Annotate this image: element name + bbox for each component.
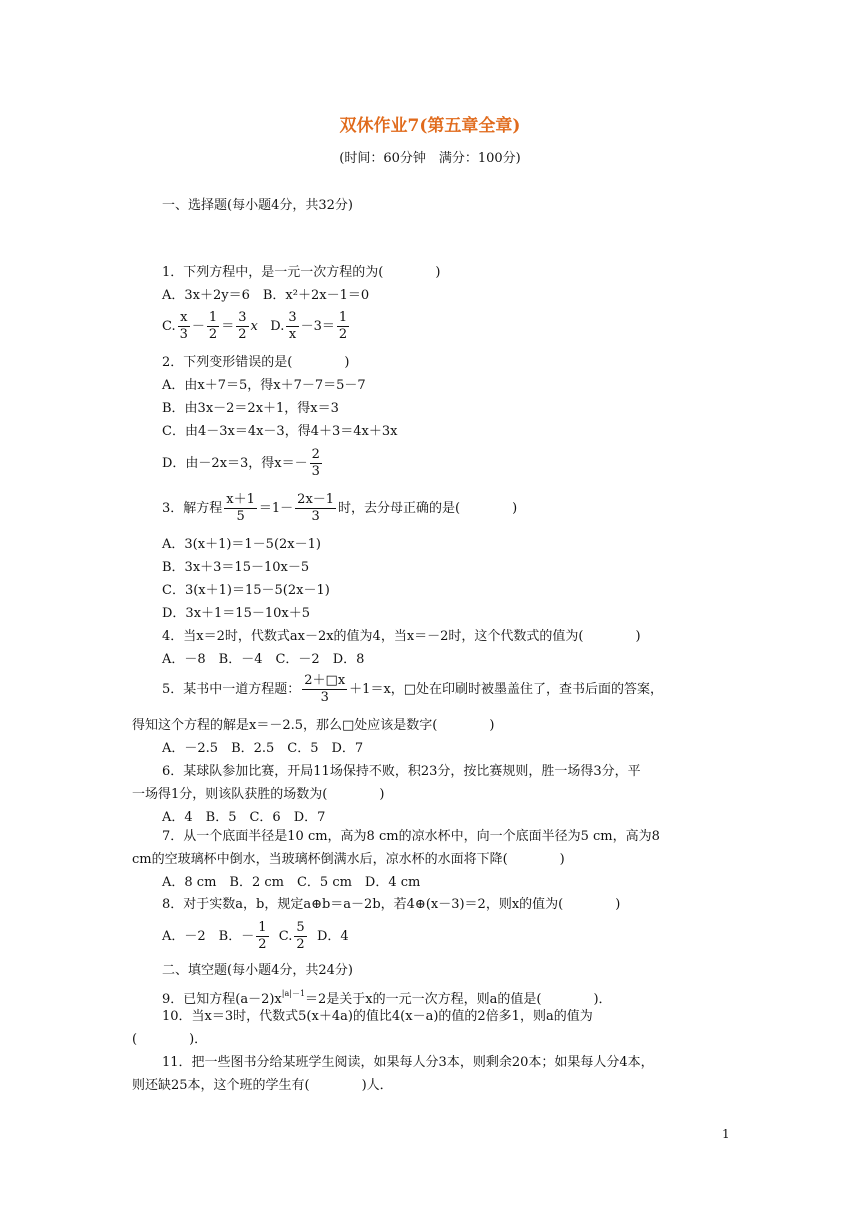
question-7-line-1: 7．从一个底面半径是10 cm，高为8 cm的凉水杯中，向一个底面半径为5 cm，高为8 [162,829,660,844]
fraction: $\frac{1}{2}$ [338,310,348,342]
page-number: 1 [722,1127,730,1141]
question-4-stem: 4．当x＝2时，代数式ax－2x的值为4，当x＝－2时，这个代数式的值为( ) [162,629,641,644]
question-6-line-2: 一场得1分，则该队获胜的场数为( ) [132,787,385,802]
fraction: $\frac{5}{2}$ [296,920,305,952]
question-6-options: A．4 B．5 C．6 D．7 [162,810,326,825]
question-2-option-b: B．由3x－2＝2x＋1，得x＝3 [162,401,339,416]
fraction: $\frac{2}{3}$ [311,447,320,479]
fraction: $\frac{2+□x}{3}$ [304,673,346,705]
question-3-option-c: C．3(x＋1)＝15－5(2x－1) [162,583,330,598]
question-9: 9．已知方程$(a-2)x^{|a|-1}=2$是关于x的一元一次方程，则a的值是( )． [162,989,612,1007]
question-2-option-d: D．由－2x＝3，得x＝－ $\frac{2}{3}$ [162,447,320,479]
question-10-line-2: ( )． [132,1032,208,1047]
question-5-line-2: 得知这个方程的解是x＝－2.5，那么□处应该是数字( ) [132,718,495,733]
question-5-options: A．－2.5 B．2.5 C．5 D．7 [162,741,364,756]
question-10-line-1: 10．当x＝3时，代数式5(x＋4a)的值比4(x－a)的值的2倍多1，则a的值为 [162,1009,593,1024]
question-4-options: A．－8 B．－4 C．－2 D．8 [162,652,365,667]
question-2-stem: 2．下列变形错误的是( ) [162,355,350,370]
question-1-options-ab: A．3x＋2y＝6 B．x²＋2x－1＝0 [162,288,370,303]
page-title: 双休作业7(第五章全章) [339,116,521,136]
question-5-stem: 5．某书中一道方程题： $\frac{2+□x}{3}$ ＋1＝x，□处在印刷时被墨盖住了，查书后面的答案， [162,673,664,705]
question-3-option-b: B．3x＋3＝15－10x－5 [162,560,310,575]
question-1-options-cd: C. $\frac{x}{3}$ － $\frac{1}{2}$ ＝ $\frac{3}{2}$ x D. $\frac{3}{x}$ －3＝ $\frac{1}{2}$ [162,310,348,342]
question-2-option-a: A．由x＋7＝5，得x＋7－7＝5－7 [162,378,366,393]
section-heading-fill: 二、填空题(每小题4分，共24分) [162,963,353,978]
question-7-line-2: cm的空玻璃杯中倒水，当玻璃杯倒满水后，凉水杯的水面将下降( ) [132,852,565,867]
fraction: $\frac{1}{2}$ [258,920,267,952]
question-3-option-d: D．3x＋1＝15－10x＋5 [162,606,310,621]
question-1-stem: 1．下列方程中，是一元一次方程的为( ) [162,265,441,280]
question-3-stem: 3．解方程 $\frac{x+1}{5}$ ＝1－ $\frac{2x-1}{3}$ 时，去分母正确的是( ) [162,492,518,524]
question-11-line-1: 11．把一些图书分给某班学生阅读，如果每人分3本，则剩余20本；如果每人分4本， [162,1055,654,1070]
question-6-line-1: 6．某球队参加比赛，开局11场保持不败，积23分，按比赛规则，胜一场得3分，平 [162,764,641,779]
option-c-label: C. [162,319,176,334]
section-heading-choice: 一、选择题(每小题4分，共32分) [162,198,353,213]
fraction: $\frac{x+1}{5}$ [226,492,255,524]
page-subtitle: (时间：60分钟 满分：100分) [339,151,521,166]
question-3-option-a: A．3(x＋1)＝1－5(2x－1) [162,537,321,552]
question-2-option-c: C．由4－3x＝4x－3，得4＋3＝4x＋3x [162,424,398,439]
option-d-label: D. [270,319,285,334]
question-11-line-2: 则还缺25本，这个班的学生有( )人． [132,1078,393,1093]
fraction: $\frac{3}{2}$ [238,310,247,342]
question-8-options: A．－2 B．－ $\frac{1}{2}$ C. $\frac{5}{2}$ D．4 [162,920,349,952]
fraction: $\frac{x}{3}$ [179,310,188,342]
fraction: $\frac{1}{2}$ [208,310,218,342]
fraction: $\frac{2x-1}{3}$ [297,492,335,524]
fraction: $\frac{3}{x}$ [288,310,297,342]
question-7-options: A．8 cm B．2 cm C．5 cm D．4 cm [162,875,421,890]
question-8-stem: 8．对于实数a，b，规定a⊕b＝a－2b，若4⊕(x－3)＝2，则x的值为( ) [162,897,621,912]
